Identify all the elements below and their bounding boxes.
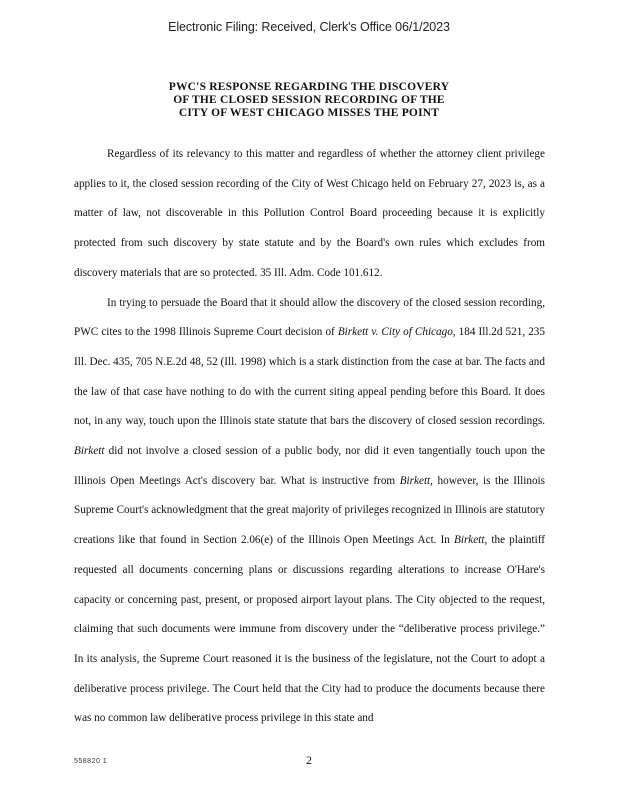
paragraph-2-text-3: did not involve a closed session of a public body, nor did it even tangentially touch upon the Illinois Open Meetings Act's discovery bar. What is instructive from bbox=[74, 445, 545, 487]
paragraph-1: Regardless of its relevancy to this matter and regardless of whether the attorney client privilege applies to it, the closed session recording of the City of West Chicago held on February 27, 2023 is, as a matter of law, not discoverable in this Pollution Control Board proceeding because it is explicitly protected from such discovery by state statute and by the Board's own rules which excludes from discovery materials that are so protected. 35 Ill. Adm. Code 101.612. bbox=[74, 148, 545, 279]
document-id-code: 558820 1 bbox=[74, 758, 108, 765]
case-name-birkett: Birkett bbox=[74, 445, 105, 458]
case-name-birkett: Birkett bbox=[399, 474, 431, 487]
title-line-2: OF THE CLOSED SESSION RECORDING OF THE bbox=[173, 94, 445, 106]
paragraph-2 bbox=[74, 289, 545, 735]
title-line-1: PWC'S RESPONSE REGARDING THE DISCOVERY bbox=[168, 81, 450, 93]
paragraph-2-text-1: In trying to persuade the Board that it should allow the discovery of the closed session recording, PWC cites to the 1998 Illinois Supreme Court decision of bbox=[74, 296, 545, 339]
case-name-birkett: Birkett bbox=[454, 534, 485, 547]
paragraph-2-text-2: , 184 Ill.2d 521, 235 Ill. Dec. 435, 705 N.E.2d 48, 52 (Ill. 1998) which is a stark distinction from the case at bar. The facts and the law of that case have nothing to do with the current siting appeal pending before this Board. It does not, in any way, touch upon the Illinois state statute that bars the discovery of closed session recordings. bbox=[74, 326, 545, 428]
paragraph-2-text-4: , however, is the Illinois Supreme Court's acknowledgment that the great majority of privileges recognized in Illinois are statutory creations like that found in Section 2.06(e) of the Illinois Open Meetings Act. In bbox=[74, 474, 545, 547]
electronic-filing-header: Electronic Filing: Received, Clerk's Office 06/1/2023 bbox=[168, 20, 450, 34]
paragraph-2-text-5: , the plaintiff requested all documents concerning plans or discussions regarding alterations to increase O'Hare's capacity or concerning past, present, or proposed airport layout plans. The City objected to the request, claiming that such documents were immune from discovery under the “deliberative process privilege.” In its analysis, the Supreme Court reasoned it is the business of the legislature, not the Court to adopt a deliberative process privilege. The Court held that the City had to produce the documents because there was no common law deliberative process privilege in this state and bbox=[74, 534, 545, 725]
title-line-3: CITY OF WEST CHICAGO MISSES THE POINT bbox=[178, 107, 440, 119]
document-body bbox=[74, 140, 545, 734]
case-citation-birkett-v-chicago: Birkett v. City of Chicago bbox=[337, 326, 453, 339]
document-title bbox=[0, 81, 618, 120]
page-number: 2 bbox=[306, 753, 312, 767]
